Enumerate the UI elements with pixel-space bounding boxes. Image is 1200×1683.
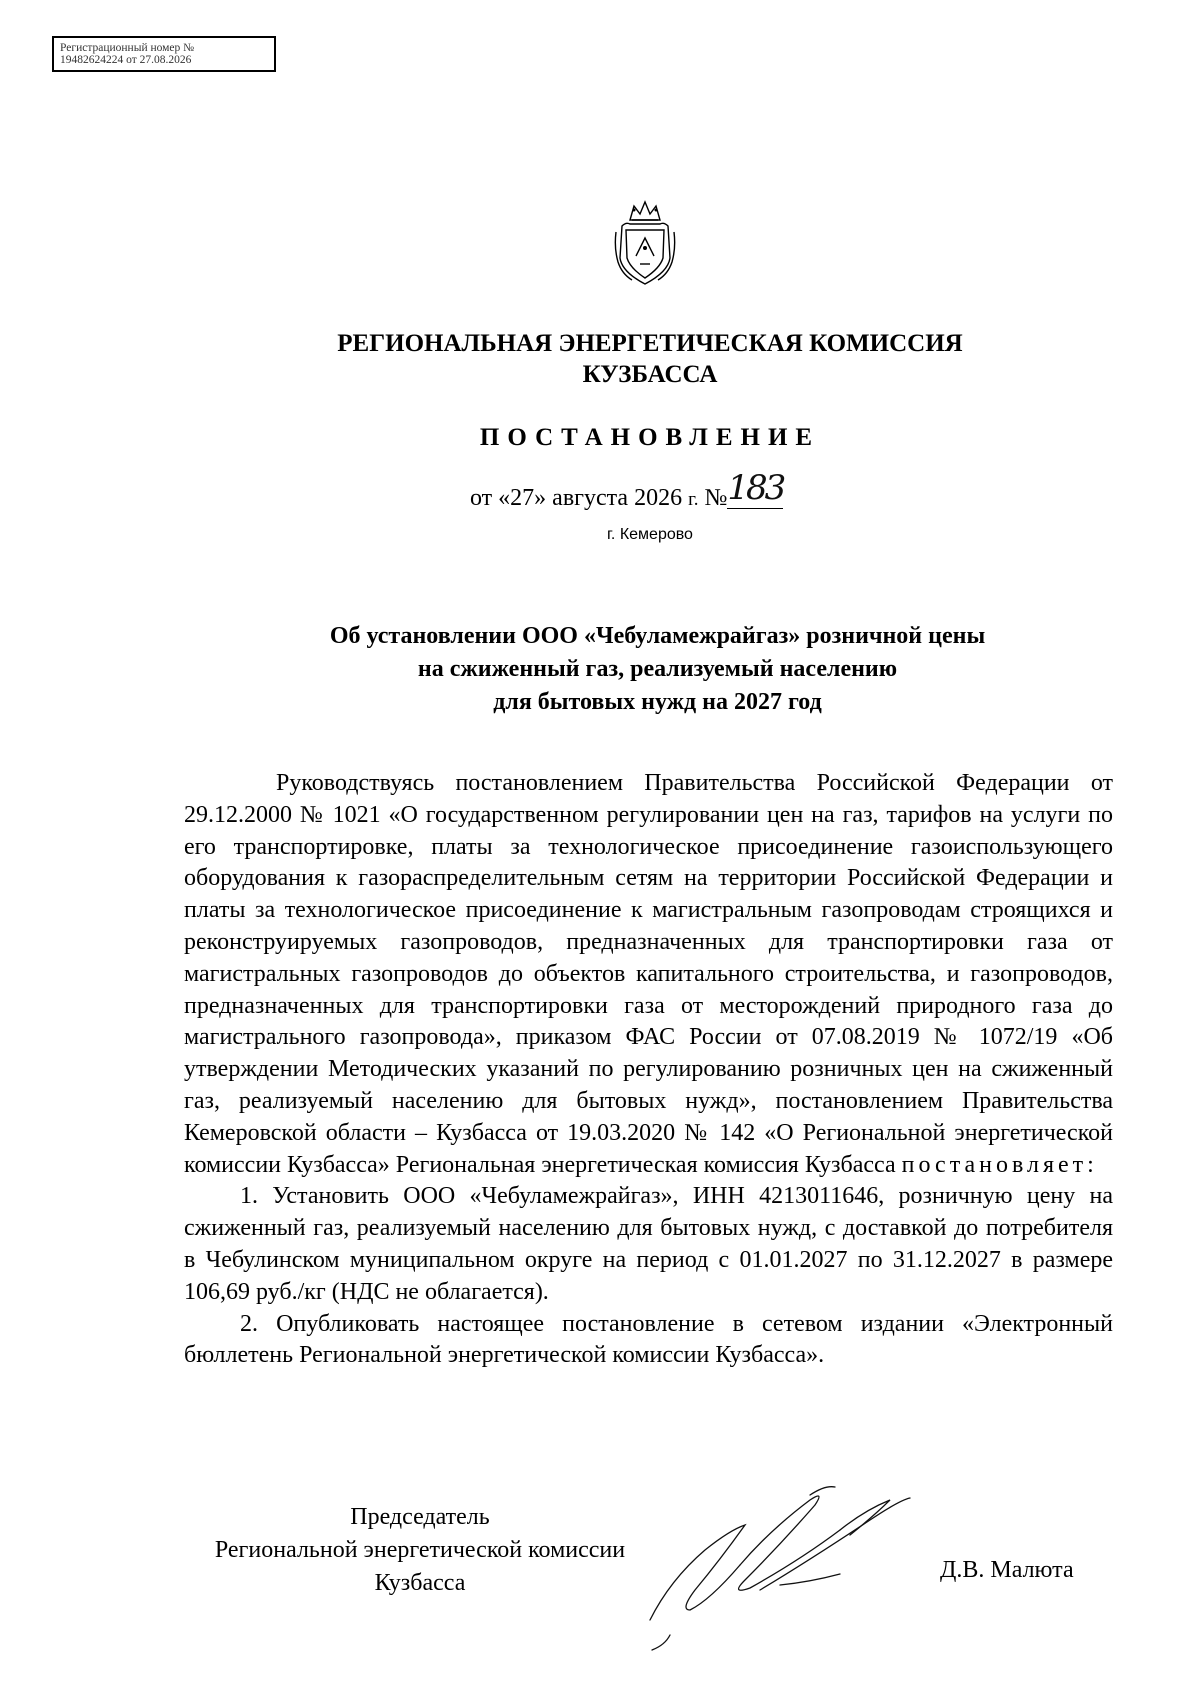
registration-line-2: 19482624224 от 27.08.2026 xyxy=(60,54,192,66)
preamble-paragraph xyxy=(184,768,1113,1181)
organization-name xyxy=(300,328,1000,390)
document-date: от «27» августа 2026 xyxy=(470,485,683,511)
item-2: 2. Опубликовать настоящее постановление в сетевом издании «Электронный бюллетень Региональной энергетической комиссии Кузбасса». xyxy=(184,1310,1113,1369)
document-number: 183 xyxy=(727,468,784,508)
item-1: 1. Установить ООО «Чебуламежрайгаз», ИНН 4213011646, розничную цену на сжиженный газ, реализуемый населению для бытовых нужд, с доставкой до потребителя в Чебулинском муниципальном округе на период с 01.01.2027 по 31.12.2027 в размере 106,69 руб./кг (НДС не облагается). xyxy=(184,1183,1113,1305)
registration-line-1: Регистрационный номер № xyxy=(60,42,195,54)
subject-line-2: на сжиженный газ, реализуемый населению xyxy=(417,656,898,682)
coat-of-arms-icon xyxy=(612,198,678,288)
document-subject xyxy=(300,620,1015,719)
number-underline xyxy=(727,508,783,509)
document-number-field xyxy=(727,468,784,513)
number-sign: № xyxy=(704,485,728,511)
organization-line-2: КУЗБАССА xyxy=(582,361,718,388)
registration-stamp xyxy=(52,36,276,72)
document-type: ПОСТАНОВЛЕНИЕ xyxy=(479,424,821,451)
subject-line-1: Об установлении ООО «Чебуламежрайгаз» розничной цены xyxy=(329,623,986,649)
decree-word: постановляет: xyxy=(901,1151,1098,1178)
organization-line-1: РЕГИОНАЛЬНАЯ ЭНЕРГЕТИЧЕСКАЯ КОМИССИЯ xyxy=(337,330,963,357)
signatory-title-line-1: Председатель xyxy=(350,1504,490,1530)
document-body xyxy=(184,768,1113,1372)
signatory-name: Д.В. Малюта xyxy=(940,1557,1074,1583)
signatory-title xyxy=(160,1501,680,1600)
year-suffix: г. xyxy=(688,489,699,510)
subject-line-3: для бытовых нужд на 2027 год xyxy=(493,689,822,715)
handwritten-signature xyxy=(610,1470,940,1660)
city: г. Кемерово xyxy=(607,526,693,543)
signatory-title-line-2: Региональной энергетической комиссии xyxy=(214,1537,626,1563)
signatory-title-line-3: Кузбасса xyxy=(374,1570,466,1596)
preamble-text: Руководствуясь постановлением Правительства Российской Федерации от 29.12.2000 № 1021 «О государственном регулировании цен на газ, тарифов на услуги по его транспортировке, платы за технологическое присоединение газоиспользующего оборудования к газораспределительным сетям на территории Российской Федерации и платы за технологическое присоединение к магистральным газопроводам строящихся и реконструируемых газопроводов, предназначенных для транспортировки газа от магистральных газопроводов до объектов капитального строительства, и газопроводов, предназначенных для транспортировки газа от месторождений природного газа до магистрального газопровода», приказом ФАС России от 07.08.2019 № 1072/19 «Об утверждении Методических указаний по регулированию розничных цен на сжиженный газ, реализуемый населению для бытовых нужд», постановлением Правительства Кемеровской области – Кузбасса от 19.03.2020 № 142 «О Региональной энергетической комиссии Кузбасса» Региональная энергетическая комиссия Кузбасса xyxy=(184,770,1113,1178)
document-date-line xyxy=(470,468,890,515)
